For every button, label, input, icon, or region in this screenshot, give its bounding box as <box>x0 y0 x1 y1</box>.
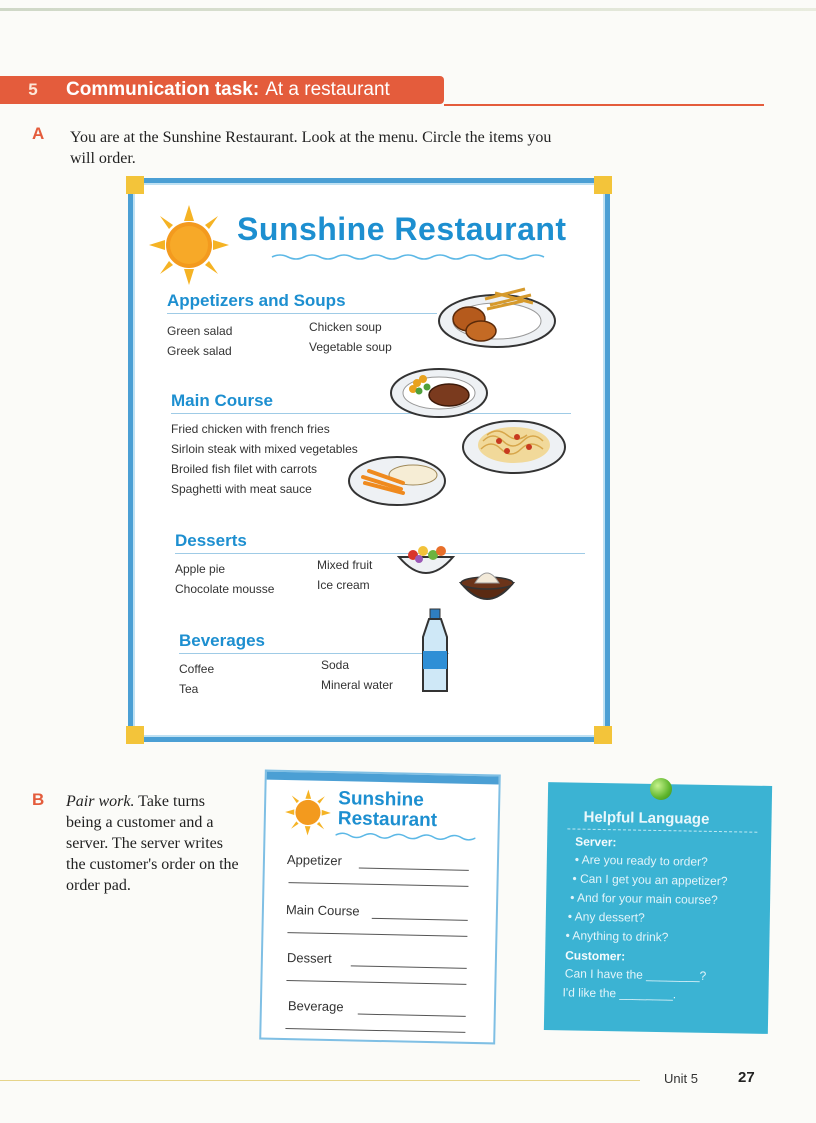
fruit-bowl-icon <box>395 537 457 585</box>
pad-field-beverage: Beverage <box>287 998 344 1015</box>
pad-field-main-course: Main Course <box>285 902 360 919</box>
spaghetti-plate-icon <box>459 411 569 477</box>
write-line[interactable] <box>288 882 468 887</box>
menu-item: Coffee <box>179 662 215 676</box>
helpful-language-note <box>544 782 772 1034</box>
server-line: • Anything to drink? <box>565 928 669 945</box>
part-a-letter: A <box>32 124 45 143</box>
write-line[interactable] <box>359 868 469 871</box>
pad-field-appetizer: Appetizer <box>286 852 343 869</box>
part-b-text: Take turns being a customer and a server. The server writes the customer's order on the order pad. <box>66 793 239 894</box>
server-label: Server: <box>575 834 617 850</box>
menu-item: Chicken soup <box>309 320 382 334</box>
pair-work-label: Pair work. <box>66 793 135 810</box>
menu-corner <box>126 176 144 194</box>
fried-chicken-plate-icon <box>435 279 559 351</box>
write-line[interactable] <box>358 1014 466 1017</box>
menu-item: Vegetable soup <box>309 340 392 354</box>
section-header <box>0 76 444 104</box>
write-line[interactable] <box>351 965 467 968</box>
sun-icon <box>283 788 332 837</box>
menu-heading-desserts: Desserts <box>175 531 247 550</box>
menu-item: Green salad <box>167 324 233 338</box>
customer-line: I'd like the ________. <box>562 985 677 1002</box>
ice-cream-bowl-icon <box>457 561 517 611</box>
note-divider <box>567 828 757 832</box>
pad-title-line2: Restaurant <box>337 808 438 832</box>
menu-item: Mineral water <box>321 678 394 692</box>
menu-item: Ice cream <box>317 578 370 592</box>
menu-rule <box>167 313 437 314</box>
server-line: • Can I get you an appetizer? <box>572 871 728 889</box>
part-a-instruction: You are at the Sunshine Restaurant. Look at the menu. Circle the items you will order. <box>70 129 552 167</box>
customer-label: Customer: <box>565 948 626 964</box>
menu-item: Soda <box>321 658 350 672</box>
section-subtitle: At a restaurant <box>265 79 390 100</box>
menu-item: Chocolate mousse <box>175 582 275 596</box>
helpful-language-title: Helpful Language <box>583 808 710 828</box>
pad-binding <box>267 772 499 785</box>
section-number: 5 <box>28 80 38 99</box>
write-line[interactable] <box>286 980 466 985</box>
menu-item: Greek salad <box>167 344 232 358</box>
unit-label: Unit 5 <box>664 1071 698 1086</box>
pad-wave <box>335 831 475 842</box>
water-bottle-icon <box>417 607 453 697</box>
menu-corner <box>594 176 612 194</box>
server-line: • And for your main course? <box>570 890 718 908</box>
pad-field-dessert: Dessert <box>286 950 332 966</box>
server-line: • Are you ready to order? <box>574 852 708 869</box>
menu-item: Broiled fish filet with carrots <box>171 462 318 476</box>
section-title: Communication task: <box>66 79 260 100</box>
order-pad <box>259 770 501 1045</box>
customer-line: Can I have the ________? <box>564 966 707 983</box>
pushpin-icon <box>650 778 672 800</box>
write-line[interactable] <box>287 932 467 937</box>
sun-icon <box>147 203 231 287</box>
menu-corner <box>126 726 144 744</box>
menu-heading-main-course: Main Course <box>171 391 274 410</box>
menu-corner <box>594 726 612 744</box>
title-wave <box>239 253 569 261</box>
menu-item: Apple pie <box>175 562 226 576</box>
menu-item: Tea <box>179 682 199 696</box>
write-line[interactable] <box>372 918 468 921</box>
menu-item: Spaghetti with meat sauce <box>171 482 312 496</box>
footer-rule <box>0 1080 640 1081</box>
menu-item: Mixed fruit <box>317 558 373 572</box>
part-b-instruction <box>66 791 242 896</box>
menu-item: Fried chicken with french fries <box>171 422 330 436</box>
menu-heading-appetizers: Appetizers and Soups <box>167 291 346 310</box>
menu-heading-beverages: Beverages <box>179 631 266 650</box>
menu-title: Sunshine Restaurant <box>237 211 567 247</box>
server-line: • Any dessert? <box>567 909 645 925</box>
menu-item: Sirloin steak with mixed vegetables <box>171 442 358 456</box>
menu-card <box>128 178 610 742</box>
page-number: 27 <box>738 1069 755 1086</box>
write-line[interactable] <box>285 1028 465 1033</box>
menu-rule <box>179 653 449 654</box>
part-b-letter: B <box>32 790 45 809</box>
pad-title-line1: Sunshine <box>338 788 424 811</box>
top-rule <box>0 8 816 11</box>
section-rule <box>444 104 764 106</box>
fish-plate-icon <box>345 451 449 509</box>
menu-rule <box>175 553 585 554</box>
